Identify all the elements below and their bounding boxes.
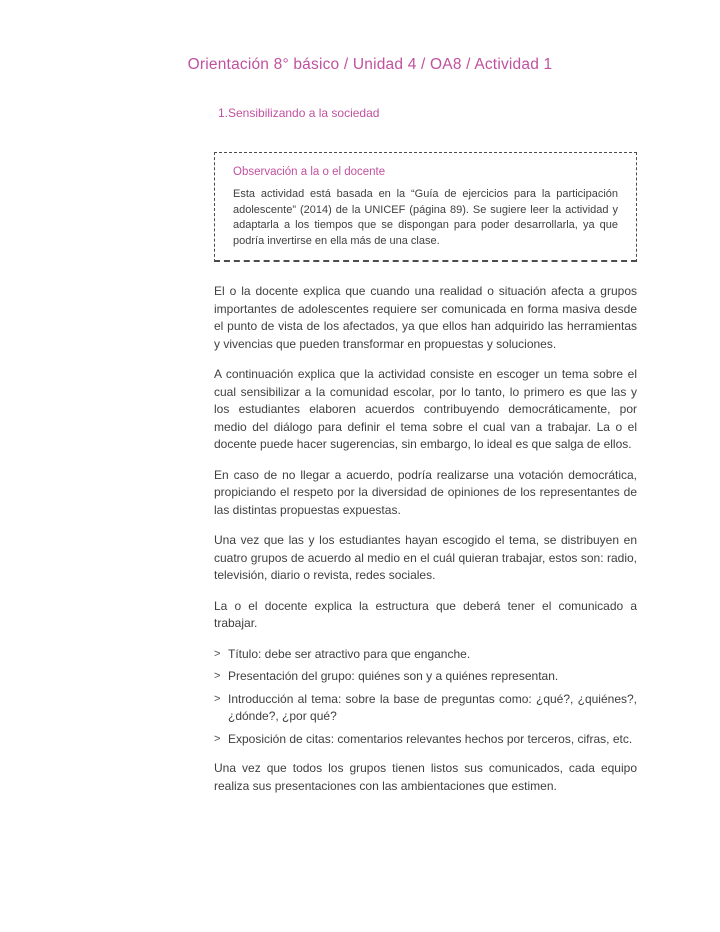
bullet-text: Presentación del grupo: quiénes son y a quiénes representan. — [228, 669, 559, 683]
bullet-item — [214, 646, 637, 664]
page-title: Orientación 8° básico / Unidad 4 / OA8 / Actividad 1 — [187, 56, 553, 73]
bullet-text: Exposición de citas: comentarios relevantes hechos por terceros, cifras, etc. — [228, 731, 633, 746]
bullet-marker-icon: > — [214, 670, 221, 682]
bullet-list — [214, 646, 637, 749]
activity-subtitle: 1.Sensibilizando a la sociedad — [218, 106, 380, 120]
body-paragraph: A continuación explica que la actividad consiste en escoger un tema sobre el cual sensibilizar a la comunidad escolar, por lo tanto, lo primero es que las y los estudiantes elaboren acuerdos contribuyendo democráticamente, por medio del diálogo para definir el tema sobre el cual van a trabajar. La o el docente puede hacer sugerencias, sin embargo, lo ideal es que salga de ellos. — [214, 367, 637, 451]
body-paragraph: Una vez que las y los estudiantes hayan escogido el tema, se distribuyen en cuatro grupos de acuerdo al medio en el cuál quieran trabajar, estos son: radio, televisión, diario o revista, redes sociales. — [214, 533, 637, 582]
body-paragraph: En caso de no llegar a acuerdo, podría realizarse una votación democrática, propiciando el respeto por la diversidad de opiniones de los representantes de las distintas propuestas expuestas. — [214, 467, 637, 517]
bullet-marker-icon: > — [214, 732, 221, 745]
paragraph-group — [214, 283, 637, 633]
bullet-marker-icon: > — [214, 692, 221, 705]
bullet-marker-icon: > — [214, 647, 221, 660]
bullet-text: Título: debe ser atractivo para que enganche. — [228, 646, 471, 661]
bullet-item — [214, 731, 637, 749]
closing-paragraph: Una vez que todos los grupos tienen listos sus comunicados, cada equipo realiza sus presentaciones con las ambientaciones que estimen. — [214, 761, 637, 793]
teacher-note-heading: Observación a la o el docente — [233, 166, 386, 178]
body-paragraph: El o la docente explica que cuando una realidad o situación afecta a grupos importantes de adolescentes requiere ser comunicada en forma masiva desde el punto de vista de los afectados, ya que ellos han adquirido las herramientas y vivencias que pueden transformar en propuestas y soluciones. — [214, 284, 637, 351]
bullet-text: Introducción al tema: sobre la base de preguntas como: ¿qué?, ¿quiénes?, ¿dónde?, ¿por qué? — [228, 691, 637, 723]
teacher-note-body: Esta actividad está basada en la “Guía de ejercicios para la participación adolescente” (2014) de la UNICEF (página 89). Se sugiere leer la actividad y adaptarla a los tiempos que se dispongan para poder desarrollarla, ya que podría invertirse en ella más de una clase. — [233, 188, 618, 247]
teacher-note-box — [214, 152, 637, 262]
bullet-item — [214, 691, 637, 726]
bullet-item — [214, 668, 637, 686]
body-paragraph: La o el docente explica la estructura que deberá tener el comunicado a trabajar. — [214, 598, 637, 630]
document-body — [214, 283, 637, 795]
